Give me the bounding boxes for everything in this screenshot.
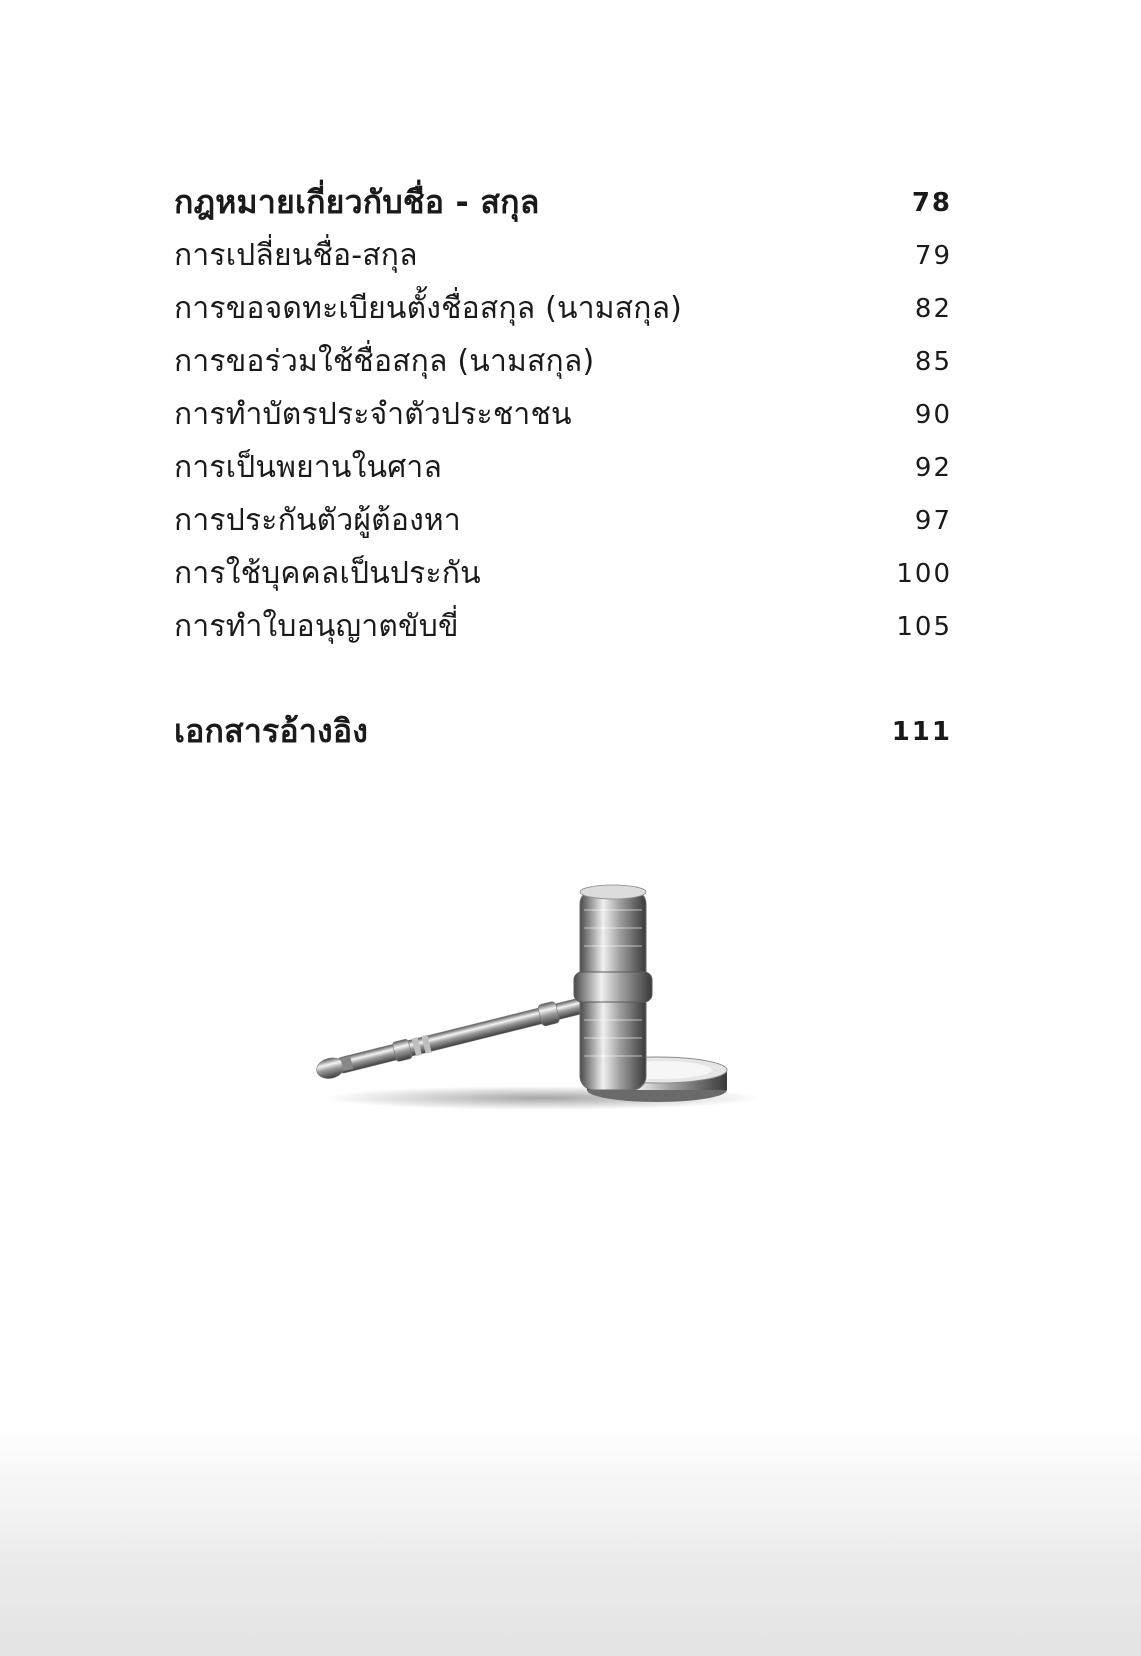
toc-heading-title: กฎหมายเกี่ยวกับชื่อ - สกุล [174,183,540,221]
toc-page-number: 78 [911,187,952,218]
toc-page-number: 111 [891,716,952,747]
toc-page-number: 105 [896,611,952,642]
toc-entry-title: การขอร่วมใช้ชื่อสกุล (นามสกุล) [174,344,595,379]
toc-page-number: 85 [914,346,952,377]
toc-entry[interactable] [174,388,952,441]
toc-entry-title: การทำใบอนุญาตขับขี่ [174,609,459,644]
toc-entry[interactable] [174,282,952,335]
toc-entry-title: การเป็นพยานในศาล [174,450,443,485]
section-spacer [174,653,952,705]
toc-entry[interactable] [174,547,952,600]
toc-entry[interactable] [174,335,952,388]
table-of-contents [174,176,952,758]
toc-page-number: 82 [914,293,952,324]
toc-page-number: 92 [914,452,952,483]
toc-entry[interactable] [174,441,952,494]
toc-page-number: 79 [914,240,952,271]
toc-heading-references[interactable] [174,705,952,758]
gavel-icon [312,880,782,1120]
toc-page-number: 90 [914,399,952,430]
toc-entry-title: การประกันตัวผู้ต้องหา [174,503,461,538]
toc-entry-title: การทำบัตรประจำตัวประชาชน [174,397,572,432]
toc-entry[interactable] [174,494,952,547]
toc-entry-title: การเปลี่ยนชื่อ-สกุล [174,238,418,273]
toc-page-number: 97 [914,505,952,536]
toc-page-number: 100 [896,558,952,589]
toc-heading-name-law[interactable] [174,176,952,229]
toc-entry-title: การใช้บุคคลเป็นประกัน [174,556,481,591]
toc-entry-title: การขอจดทะเบียนตั้งชื่อสกุล (นามสกุล) [174,291,683,326]
toc-entry[interactable] [174,229,952,282]
toc-entry[interactable] [174,600,952,653]
toc-heading-title: เอกสารอ้างอิง [174,712,369,750]
